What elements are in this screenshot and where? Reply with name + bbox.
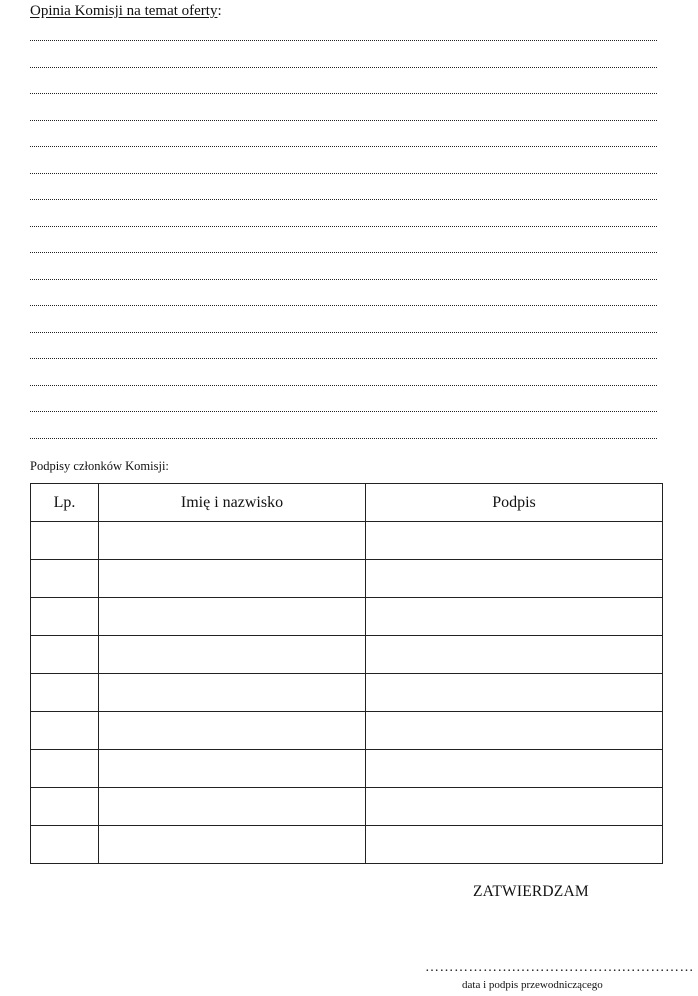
cell-name (99, 826, 366, 864)
cell-lp (31, 750, 99, 788)
opinion-dotted-line (30, 120, 657, 121)
approval-title: ZATWIERDZAM (473, 883, 589, 900)
table-header-row (31, 484, 663, 522)
cell-signature (366, 522, 663, 560)
opinion-dotted-line (30, 358, 657, 359)
opinion-dotted-line (30, 411, 657, 412)
cell-name (99, 636, 366, 674)
cell-signature (366, 826, 663, 864)
opinion-dotted-line (30, 438, 657, 439)
signatures-label: Podpisy członków Komisji: (30, 459, 169, 473)
opinion-dotted-line (30, 199, 657, 200)
opinion-dotted-line (30, 146, 657, 147)
cell-lp (31, 826, 99, 864)
column-header-lp: Lp. (31, 484, 99, 522)
opinion-dotted-line (30, 173, 657, 174)
cell-lp (31, 788, 99, 826)
table-row (31, 598, 663, 636)
column-header-signature: Podpis (366, 484, 663, 522)
opinion-heading-text: Opinia Komisji na temat oferty (30, 3, 218, 19)
cell-name (99, 712, 366, 750)
cell-signature (366, 712, 663, 750)
table-row (31, 674, 663, 712)
table-row (31, 522, 663, 560)
column-header-name: Imię i nazwisko (99, 484, 366, 522)
cell-lp (31, 674, 99, 712)
opinion-dotted-line (30, 93, 657, 94)
table-row (31, 788, 663, 826)
cell-signature (366, 674, 663, 712)
table-row (31, 560, 663, 598)
opinion-dotted-line (30, 332, 657, 333)
table-row (31, 826, 663, 864)
cell-lp (31, 712, 99, 750)
opinion-dotted-line (30, 305, 657, 306)
cell-name (99, 560, 366, 598)
cell-name (99, 674, 366, 712)
cell-signature (366, 636, 663, 674)
cell-name (99, 598, 366, 636)
cell-lp (31, 598, 99, 636)
opinion-heading (30, 1, 222, 21)
opinion-dotted-lines (30, 27, 657, 447)
opinion-dotted-line (30, 252, 657, 253)
cell-lp (31, 560, 99, 598)
opinion-dotted-line (30, 40, 657, 41)
chairman-signature-caption: data i podpis przewodniczącego (462, 979, 603, 991)
cell-signature (366, 750, 663, 788)
cell-name (99, 788, 366, 826)
cell-lp (31, 636, 99, 674)
opinion-dotted-line (30, 385, 657, 386)
opinion-dotted-line (30, 226, 657, 227)
cell-signature (366, 598, 663, 636)
opinion-dotted-line (30, 279, 657, 280)
cell-signature (366, 788, 663, 826)
table-body (31, 522, 663, 864)
chairman-signature-line: ……………….………………….…………… (425, 960, 694, 975)
opinion-heading-colon: : (217, 3, 222, 19)
cell-name (99, 522, 366, 560)
cell-lp (31, 522, 99, 560)
opinion-dotted-line (30, 67, 657, 68)
table-row (31, 750, 663, 788)
cell-name (99, 750, 366, 788)
table-row (31, 712, 663, 750)
table-row (31, 636, 663, 674)
members-signature-table (30, 483, 663, 864)
cell-signature (366, 560, 663, 598)
